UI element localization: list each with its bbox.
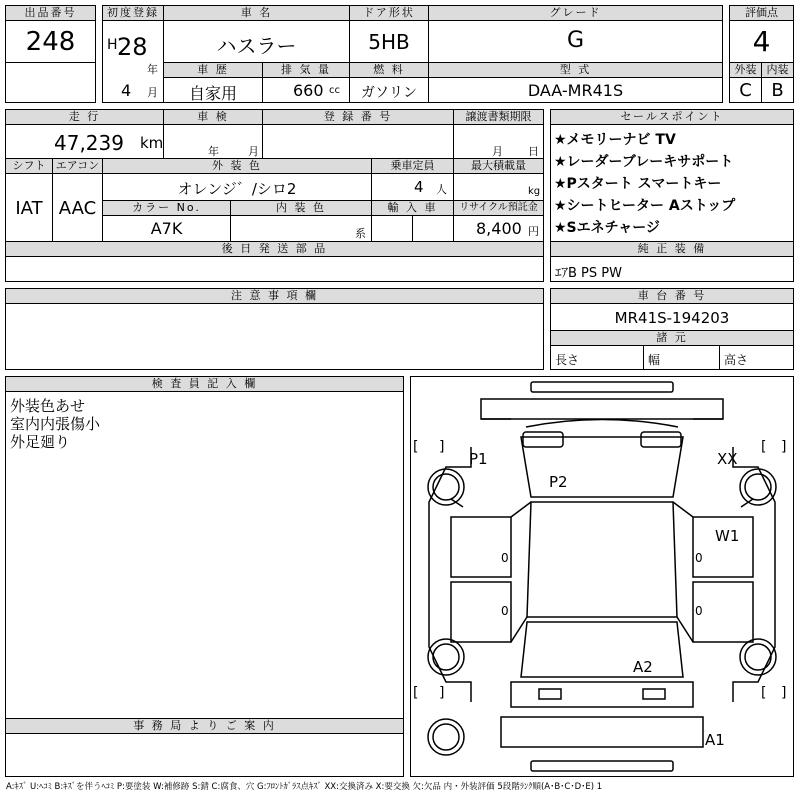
mark-zero: 0 <box>695 604 703 618</box>
model-code: DAA-MR41S <box>527 81 624 100</box>
specifications-label: 諸 元 <box>550 330 794 346</box>
bracket-left-rear-r: [ <box>761 685 767 701</box>
capacity-cell <box>371 173 454 201</box>
genuine-equipment-cell <box>550 256 794 282</box>
displacement-cell <box>262 77 350 103</box>
first-registration-label: 初度登録 <box>102 5 164 21</box>
displacement: 660 <box>293 81 324 100</box>
lot-blank-cell <box>5 62 96 103</box>
interior-grade-label: 内装 <box>761 62 794 78</box>
displacement-label: 排 気 量 <box>262 62 350 78</box>
chassis-number-cell <box>550 303 794 331</box>
max-load-unit: kg <box>528 186 541 197</box>
office-notice-label: 事 務 局 よ り ご 案 内 <box>5 718 404 734</box>
inspection-label: 車 検 <box>163 109 263 125</box>
air-conditioner-cell <box>52 173 103 242</box>
mileage: 47,239 <box>54 131 124 155</box>
notes-cell <box>5 303 544 370</box>
transfer-day-unit: 日 <box>528 145 539 158</box>
bracket-right-front-r: ] <box>781 439 787 455</box>
office-notice-cell <box>5 733 404 777</box>
interior-color-unit: 系 <box>355 227 366 240</box>
displacement-unit: cc <box>329 85 340 96</box>
mileage-label: 走 行 <box>5 109 164 125</box>
model-cell <box>428 77 723 103</box>
overall-score: 4 <box>752 25 771 58</box>
bracket-left-front-r: [ <box>761 439 767 455</box>
mark-zero: 0 <box>501 604 509 618</box>
import-cell-b <box>412 215 454 242</box>
shift: IAT <box>15 198 43 219</box>
grade-cell <box>428 20 723 63</box>
mileage-unit: km <box>140 134 164 152</box>
damage-legend: A:ｷｽﾞ U:ﾍｺﾐ B:ｷｽﾞを伴うﾍｺﾐ P:要塗装 W:補修跡 S:錆 C:腐食、穴 G:ﾌﾛﾝﾄｶﾞﾗｽ点ｷｽﾞ XX:交換済み X:要交換 欠:欠品 内・外装評価 5段階ﾗﾝｸ順(A･B･C･D･E) 1 <box>6 782 603 792</box>
genuine-equipment: ｴｱB PS PW <box>555 266 622 281</box>
inspector-remarks-cell <box>5 391 404 719</box>
exterior-color-cell <box>102 173 372 201</box>
bracket-left-front: [ <box>413 439 419 455</box>
length-cell <box>550 345 644 370</box>
damage-diagram <box>410 376 794 777</box>
sales-point-item: ★Sエネチャージ <box>554 220 660 236</box>
genuine-equipment-label: 純 正 装 備 <box>550 241 794 257</box>
registration-number-label: 登 録 番 号 <box>262 109 454 125</box>
color-number-label: カラー No. <box>102 200 231 216</box>
exterior-color: オレンジ゛/シロ2 <box>177 180 297 198</box>
door-type: 5HB <box>368 30 410 54</box>
month-unit: 月 <box>147 86 158 99</box>
mark-p2: P2 <box>549 473 568 491</box>
history: 自家用 <box>188 84 237 103</box>
grade: G <box>566 28 585 53</box>
registration-month: 4 <box>121 81 132 100</box>
mileage-cell <box>5 124 164 159</box>
capacity-label: 乗車定員 <box>371 158 454 174</box>
sales-points-cell <box>550 124 794 242</box>
car-outline-diagram <box>411 377 793 776</box>
mark-p1: P1 <box>469 450 488 468</box>
transfer-month-unit: 月 <box>492 145 503 158</box>
import-label: 輸 入 車 <box>371 200 454 216</box>
length-label: 長さ <box>555 353 580 367</box>
inspection-cell <box>163 124 263 159</box>
bracket-right-rear-r: ] <box>781 685 787 701</box>
mark-a2: A2 <box>633 658 653 676</box>
exterior-grade: C <box>739 80 752 101</box>
inspector-remark: 室内内張傷小 <box>10 415 101 433</box>
inspection-year-unit: 年 <box>208 145 219 158</box>
color-number: A7K <box>150 219 183 238</box>
interior-color-label: 内 装 色 <box>230 200 372 216</box>
shift-cell <box>5 173 53 242</box>
shift-label: シフト <box>5 158 53 174</box>
chassis-number: MR41S-194203 <box>614 309 730 327</box>
width-label: 幅 <box>648 353 661 367</box>
first-registration-cell <box>102 20 164 103</box>
transfer-deadline-cell <box>453 124 544 159</box>
lot-number: 248 <box>25 27 76 57</box>
recycle-fee-cell <box>453 215 544 242</box>
recycle-fee-unit: 円 <box>528 225 539 238</box>
notes-label: 注 意 事 項 欄 <box>5 288 544 304</box>
score-cell <box>729 20 794 63</box>
chassis-number-label: 車 台 番 号 <box>550 288 794 304</box>
air-conditioner-label: エアコン <box>52 158 103 174</box>
sales-points-label: セールスポイント <box>550 109 794 125</box>
lot-number-cell <box>5 20 96 63</box>
era-letter: H <box>107 37 118 53</box>
height-label: 高さ <box>724 353 749 367</box>
exterior-grade-label: 外装 <box>729 62 762 78</box>
capacity-unit: 人 <box>436 183 447 196</box>
mark-xx: XX <box>717 450 738 468</box>
car-name: ハスラー <box>216 34 297 58</box>
fuel-label: 燃 料 <box>349 62 429 78</box>
interior-grade-cell <box>761 77 794 103</box>
air-conditioner: AAC <box>58 198 97 219</box>
mark-a1: A1 <box>705 731 725 749</box>
sales-point-item: ★レーダーブレーキサポート <box>554 154 734 170</box>
recycle-fee-label: リサイクル預託金 <box>453 200 544 216</box>
mark-zero: 0 <box>501 551 509 565</box>
recycle-fee: 8,400 <box>476 219 522 238</box>
registration-number-cell <box>262 124 454 159</box>
model-label: 型 式 <box>428 62 723 78</box>
inspection-month-unit: 月 <box>248 145 259 158</box>
mark-zero: 0 <box>695 551 703 565</box>
lot-number-label: 出品番号 <box>5 5 96 21</box>
registration-year: 28 <box>117 33 148 61</box>
sales-point-item: ★シートヒーター Aストップ <box>554 198 736 214</box>
door-type-label: ドア形状 <box>349 5 429 21</box>
height-cell <box>719 345 794 370</box>
width-cell <box>643 345 720 370</box>
color-number-cell <box>102 215 231 242</box>
inspector-remarks-label: 検 査 員 記 入 欄 <box>5 376 404 392</box>
exterior-grade-cell <box>729 77 762 103</box>
bracket-right-rear: ] <box>439 685 445 701</box>
bracket-right-front: ] <box>439 439 445 455</box>
history-cell <box>163 77 263 103</box>
year-unit: 年 <box>147 63 158 76</box>
later-parts-cell <box>5 256 544 282</box>
history-label: 車 歴 <box>163 62 263 78</box>
interior-grade: B <box>771 80 784 101</box>
grade-label: グレード <box>428 5 723 21</box>
sales-point-item: ★メモリーナビ TV <box>554 132 676 148</box>
inspector-remark: 外足廻り <box>10 433 71 451</box>
car-name-cell <box>163 20 350 63</box>
transfer-deadline-label: 譲渡書類期限 <box>453 109 544 125</box>
score-label: 評価点 <box>729 5 794 21</box>
interior-color-cell <box>230 215 372 242</box>
capacity: 4 <box>414 178 424 196</box>
door-type-cell <box>349 20 429 63</box>
car-name-label: 車 名 <box>163 5 350 21</box>
fuel-cell <box>349 77 429 103</box>
import-cell-a <box>371 215 413 242</box>
later-parts-label: 後 日 発 送 部 品 <box>5 241 544 257</box>
inspector-remark: 外装色あせ <box>10 397 86 415</box>
bracket-left-rear: [ <box>413 685 419 701</box>
mark-w1: W1 <box>715 527 740 545</box>
fuel: ガソリン <box>361 85 417 101</box>
max-load-label: 最大積載量 <box>453 158 544 174</box>
sales-point-item: ★Pスタート スマートキー <box>554 176 722 192</box>
exterior-color-label: 外 装 色 <box>102 158 372 174</box>
max-load-cell <box>453 173 544 201</box>
